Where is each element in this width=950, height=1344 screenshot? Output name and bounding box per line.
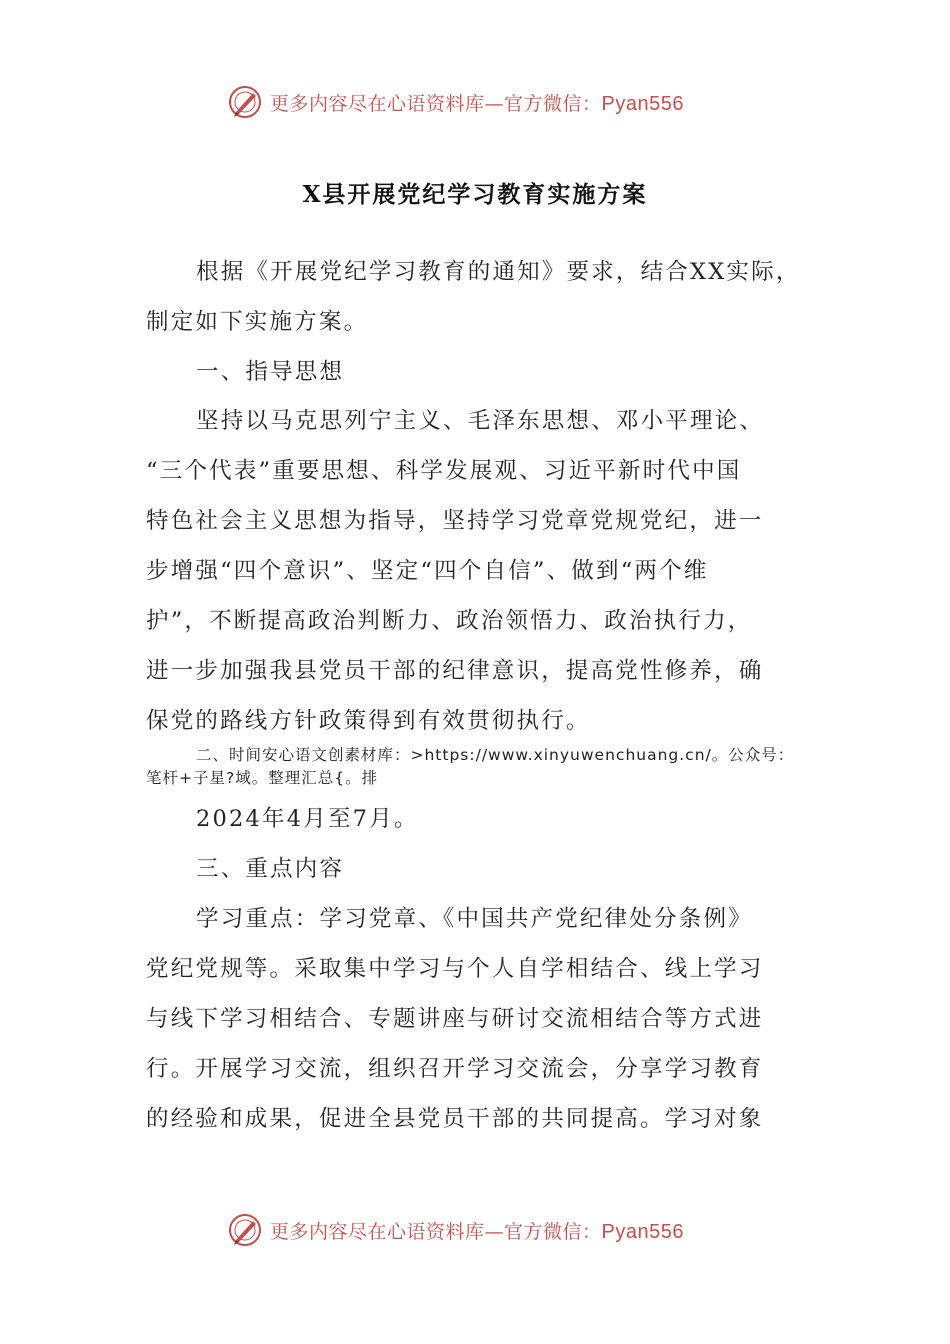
pen-logo-icon bbox=[226, 1211, 264, 1249]
footer-banner[interactable] bbox=[226, 1210, 746, 1250]
section1-paragraph: 坚持以马克思列宁主义、毛泽东思想、邓小平理论、 “三个代表”重要思想、科学发展观、习近平新时代中国 特色社会主义思想为指导，坚持学习党章党规党纪，进一 步增强“四个意识”、坚定“四个自信”、做到“两个维 护”，不断提高政治判断力、政治领悟力、政治执行力， 进一步加强我县党员干部的纪律意识，提高党性修养，确 保党的路线方针政策得到有效贯彻执行。 bbox=[146, 408, 765, 734]
intro-paragraph: 根据《开展党纪学习教育的通知》要求，结合XX实际， 制定如下实施方案。 bbox=[146, 259, 801, 335]
header-banner[interactable] bbox=[226, 82, 746, 122]
section2-paragraph: 2024年4月至7月。 bbox=[196, 806, 419, 832]
section3-heading: 三、重点内容 bbox=[196, 856, 345, 882]
section1-heading: 一、指导思想 bbox=[196, 359, 345, 385]
pen-logo-icon bbox=[226, 83, 264, 121]
section2-heading-with-watermark: 二、时间安心语文创素材库：>https://www.xinyuwenchuang.cn/。公众号： 笔杆+子星?域。整理汇总{。排 bbox=[146, 746, 795, 787]
footer-banner-text: 更多内容尽在心语资料库—官方微信：Pyan556 bbox=[270, 1220, 684, 1243]
section3-paragraph: 学习重点：学习党章、《中国共产党纪律处分条例》 党纪党规等。采取集中学习与个人自学相结合、线上学习 与线下学习相结合、专题讲座与研讨交流相结合等方式进 行。开展学习交流，组织召开学习交流会，分享学习教育 的经验和成果，促进全县党员干部的共同提高。学习对象 bbox=[146, 906, 764, 1132]
document-title: X县开展党纪学习教育实施方案 bbox=[302, 181, 648, 208]
header-banner-text: 更多内容尽在心语资料库—官方微信：Pyan556 bbox=[270, 92, 684, 115]
